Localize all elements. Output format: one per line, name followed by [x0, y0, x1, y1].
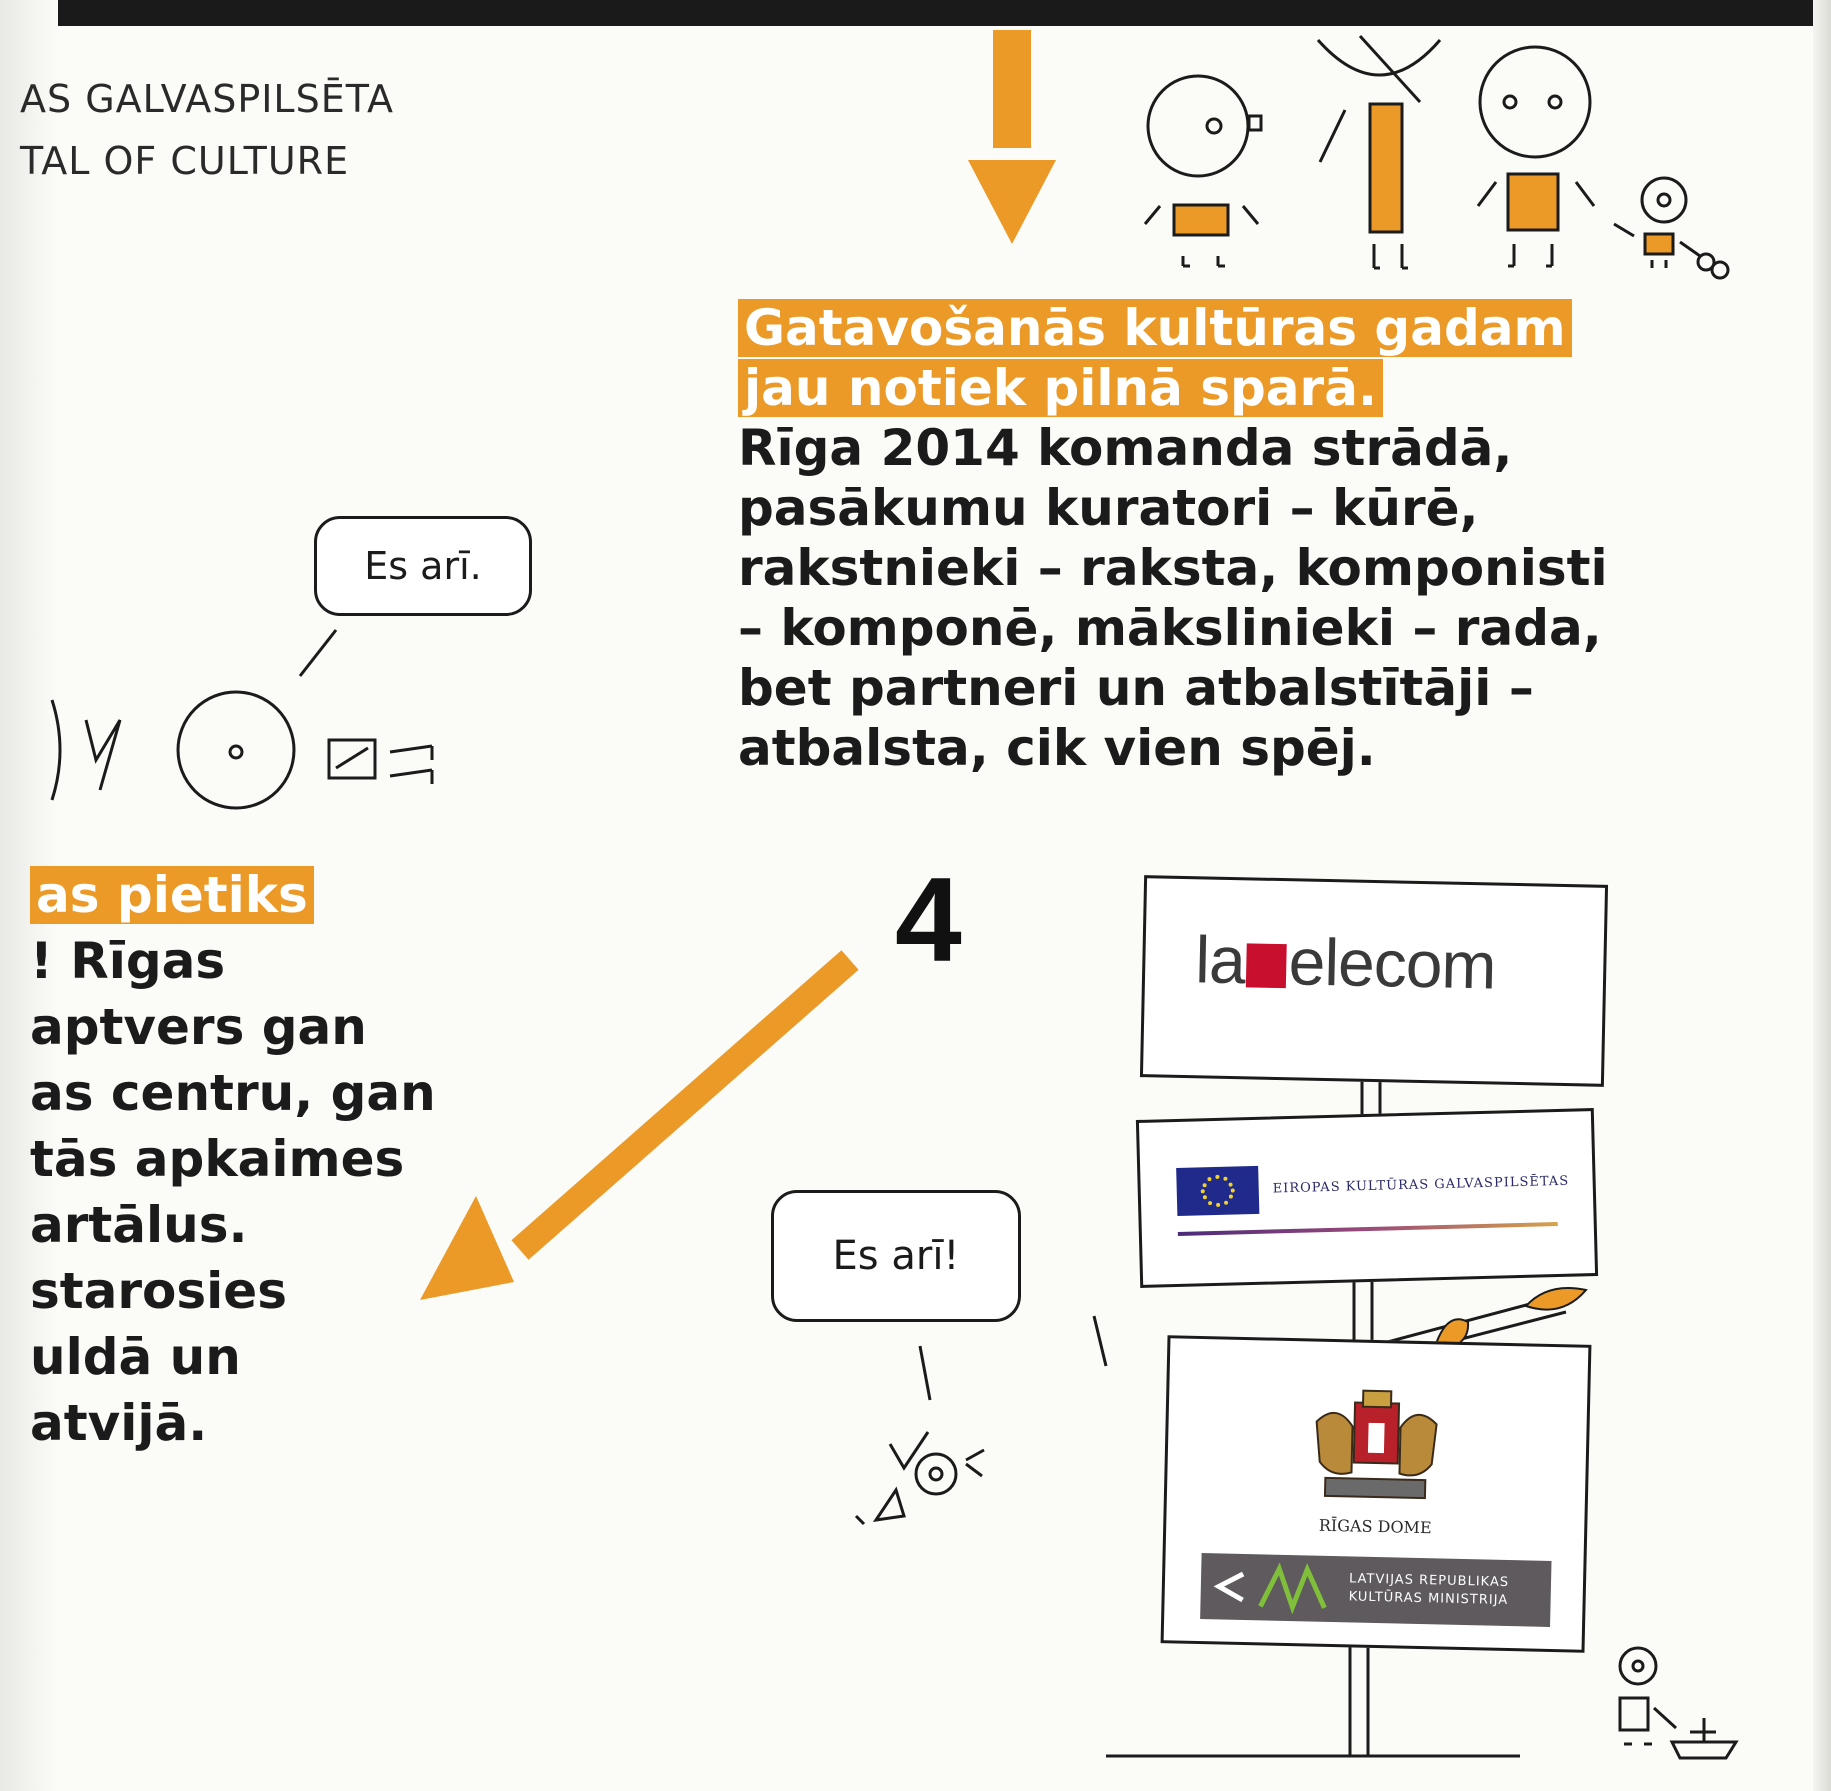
lattelecom-logo: [1195, 921, 1497, 1003]
ministry-text: [1348, 1570, 1509, 1610]
ministry-line-2: KULTŪRAS MINISTRIJA: [1348, 1589, 1509, 1609]
left-line: ! Rīgas: [30, 932, 226, 990]
headline-body-line: bet partneri un atbalstītāji –: [738, 659, 1534, 717]
headline-block: [738, 298, 1738, 778]
left-line: atvijā.: [30, 1394, 208, 1452]
masthead-line-2: TAL OF CULTURE: [20, 139, 350, 183]
figure-icon: [1620, 1648, 1736, 1758]
left-line: starosies: [30, 1262, 287, 1320]
headline-highlight-1: Gatavošanās kultūras gadam: [738, 299, 1572, 357]
eu-capital-text: EIROPAS KULTŪRAS GALVASPILSĒTAS: [1272, 1173, 1570, 1197]
left-line: aptvers gan: [30, 998, 367, 1056]
figure-icon: [1145, 76, 1261, 266]
headline-highlight-2: jau notiek pilnā sparā.: [738, 359, 1383, 417]
left-highlight: as pietiks: [30, 866, 314, 924]
riga-dome-label: RĪGAS DOME: [1318, 1515, 1432, 1538]
sign-riga: [1161, 1335, 1592, 1653]
speech-bubble-1: Es arī.: [314, 516, 532, 616]
sign-lattelecom: [1140, 875, 1608, 1087]
ministry-logo: [1200, 1553, 1551, 1627]
masthead-line-1: AS GALVASPILSĒTA: [20, 77, 394, 121]
headline-body-line: atbalsta, cik vien spēj.: [738, 719, 1376, 777]
headline-body-line: Rīga 2014 komanda strādā,: [738, 419, 1513, 477]
masthead: [20, 68, 500, 192]
left-line: artālus.: [30, 1196, 248, 1254]
ministry-mark-icon: [1200, 1553, 1341, 1622]
speech-bubble-2: Es arī!: [771, 1190, 1021, 1322]
figure-icon: [52, 630, 432, 808]
sign-eu: [1136, 1108, 1598, 1288]
left-text-block: [30, 862, 510, 1456]
left-line: tās apkaimes: [30, 1130, 405, 1188]
headline-body-line: pasākumu kuratori – kūrē,: [738, 479, 1479, 537]
eu-swoosh: [1178, 1222, 1558, 1236]
figure-icon: [1614, 178, 1728, 278]
headline-body-line: rakstnieki – raksta, komponisti: [738, 539, 1608, 597]
ministry-line-1: LATVIJAS REPUBLIKAS: [1348, 1571, 1510, 1591]
page-number: 4: [895, 853, 962, 987]
left-line: uldā un: [30, 1328, 241, 1386]
figure-icon: [856, 1346, 984, 1524]
left-line: as centru, gan: [30, 1064, 436, 1122]
bubble-tail: [1094, 1316, 1106, 1366]
figure-icon: [1478, 47, 1594, 266]
crest-icon: [1295, 1381, 1458, 1515]
eu-flag-icon: [1176, 1166, 1259, 1216]
figure-icon: [1318, 36, 1440, 268]
lattelecom-part-2: elecom: [1287, 924, 1497, 1003]
lattelecom-part-1: la: [1194, 922, 1246, 998]
lattelecom-mark-icon: [1246, 943, 1287, 988]
arrow-down-icon: [968, 30, 1056, 244]
headline-body-line: – komponē, mākslinieki – rada,: [738, 599, 1602, 657]
